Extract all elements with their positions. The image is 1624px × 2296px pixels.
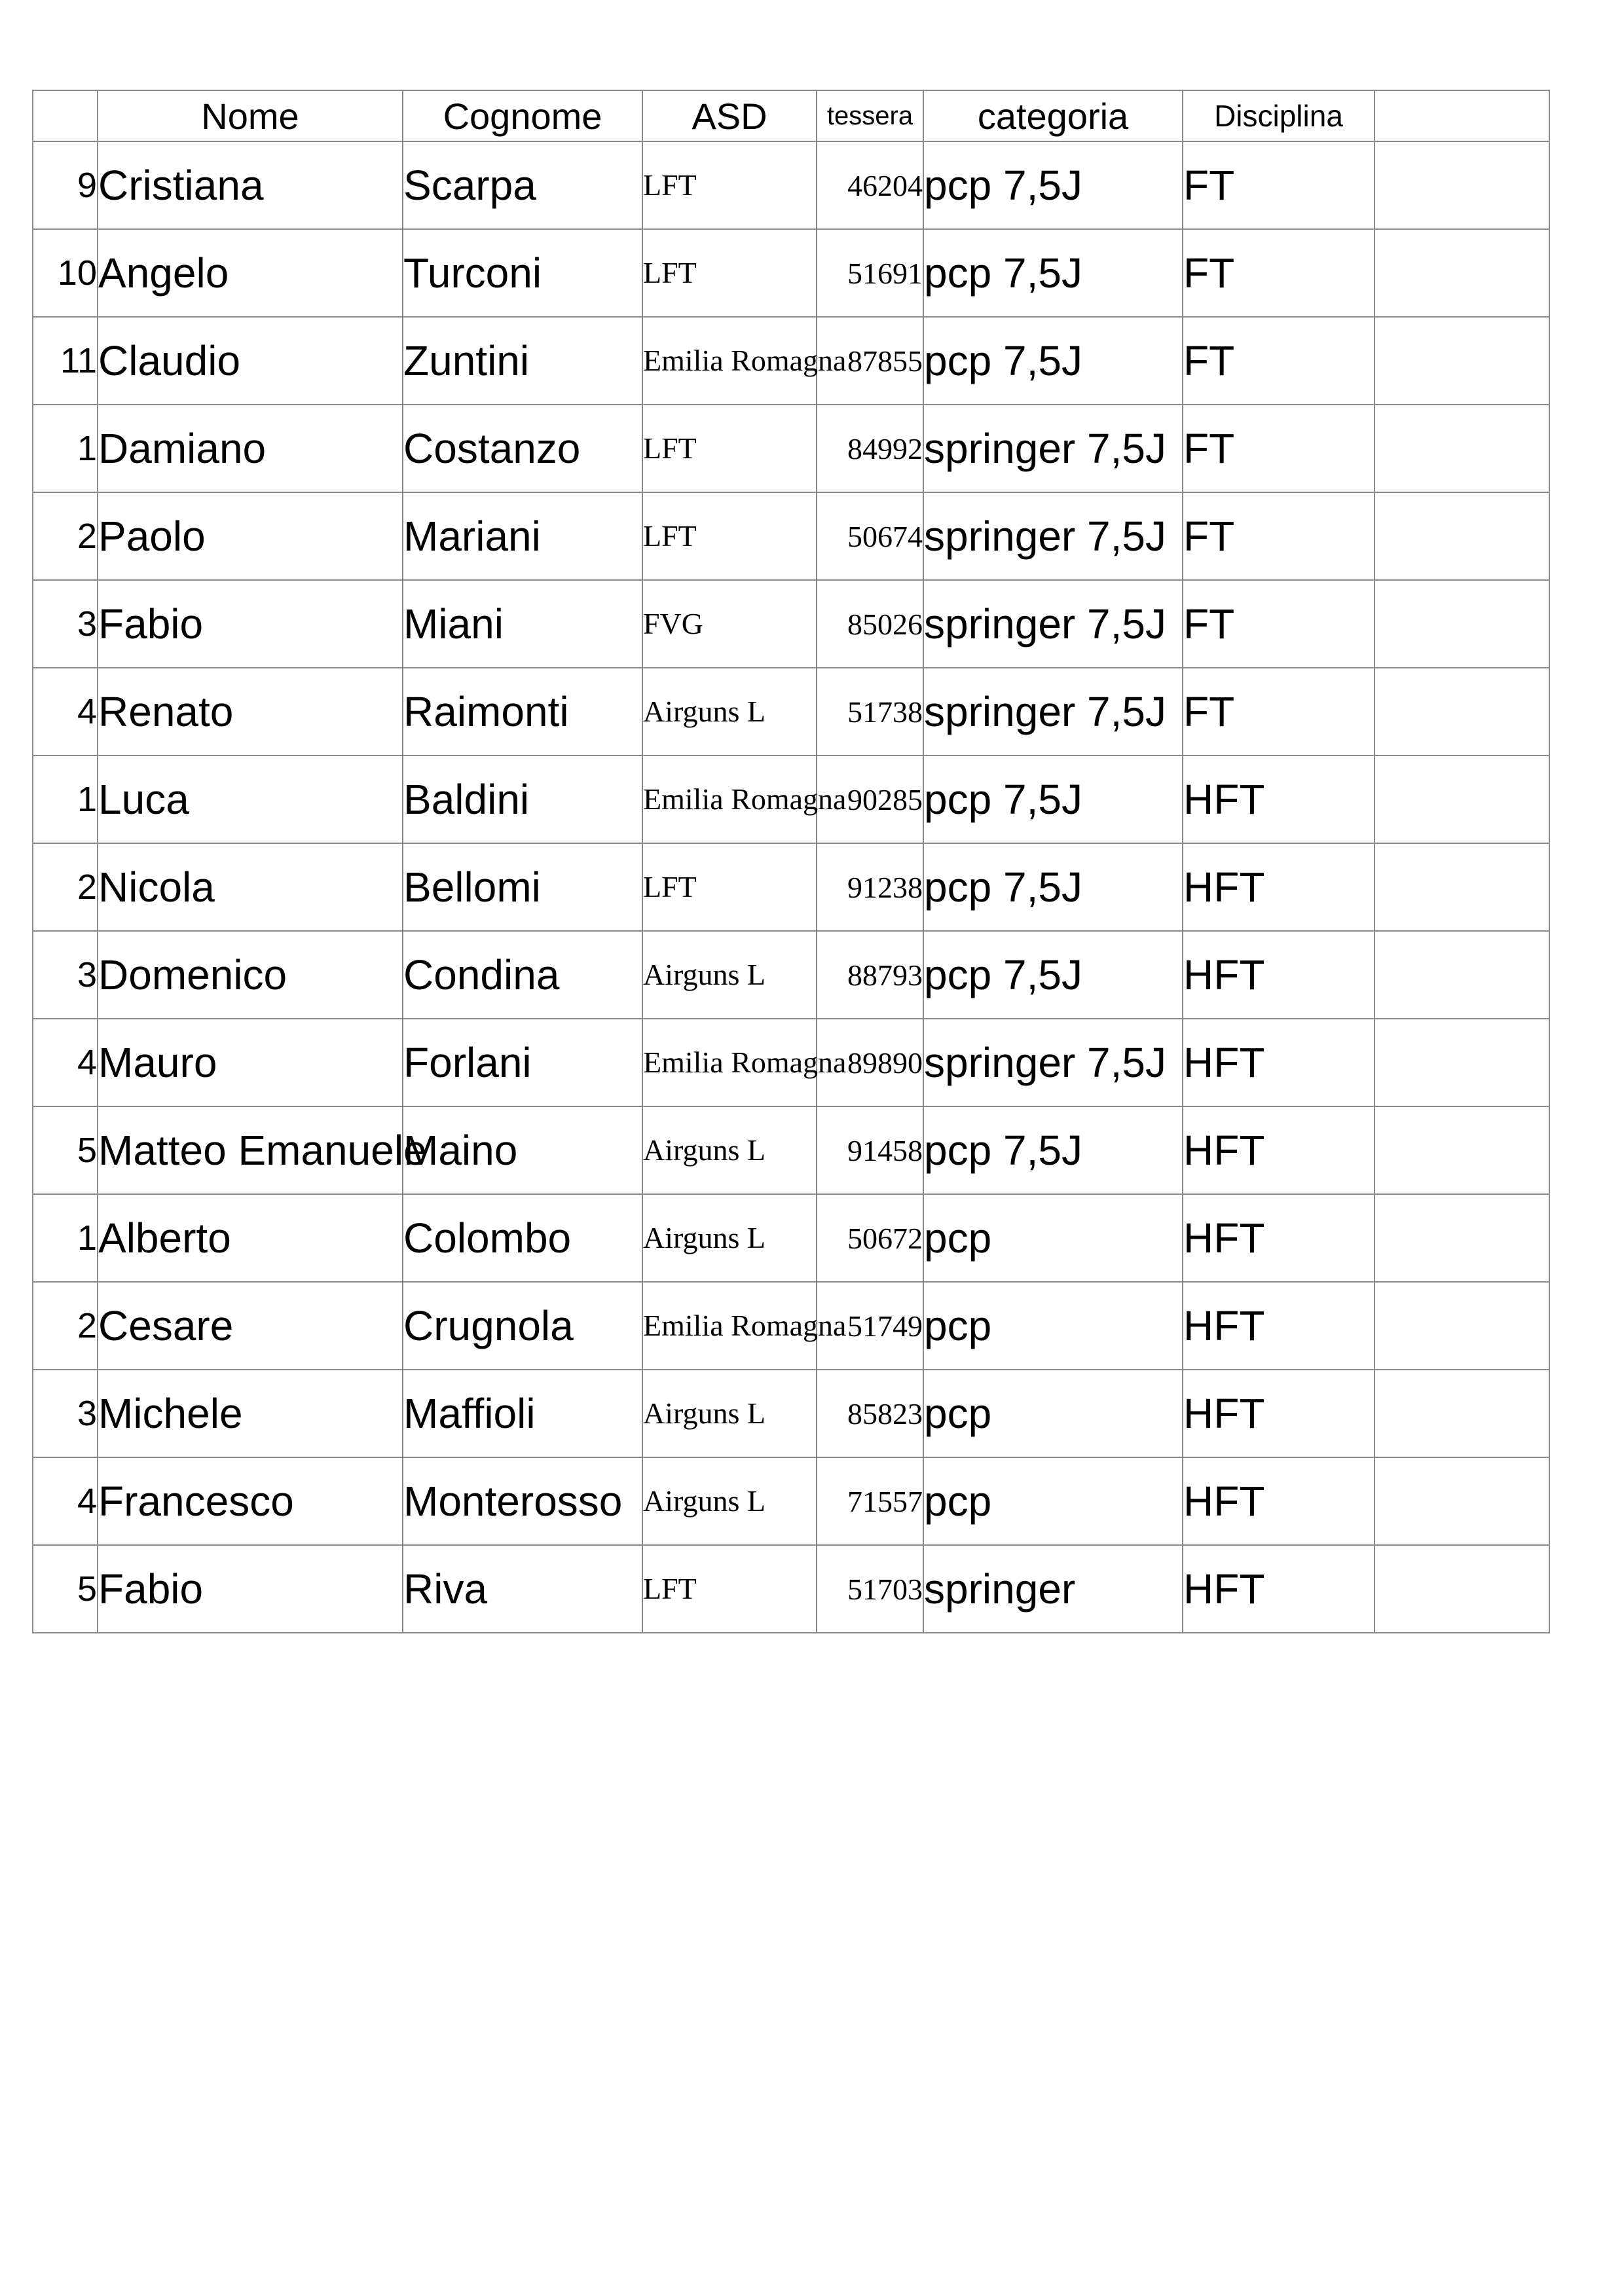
cell-categoria: pcp [923,1370,1183,1457]
header-cognome: Cognome [403,90,642,141]
cell-cognome: Monterosso [403,1457,642,1545]
row-index: 2 [33,1282,98,1370]
cell-extra [1375,931,1549,1019]
table-row [33,141,1549,229]
cell-extra [1375,1194,1549,1282]
table-row [33,1194,1549,1282]
cell-disciplina: FT [1183,492,1375,580]
cell-asd: Airguns L [642,1457,817,1545]
table-row [33,580,1549,668]
cell-nome: Luca [98,756,403,843]
cell-asd: Emilia Romagna [642,1282,817,1370]
cell-disciplina: HFT [1183,1019,1375,1106]
cell-extra [1375,1457,1549,1545]
header-asd: ASD [642,90,817,141]
header-tessera: tessera [817,90,923,141]
table-row [33,1545,1549,1633]
row-index: 1 [33,405,98,492]
cell-nome: Matteo Emanuele [98,1106,403,1194]
cell-cognome: Scarpa [403,141,642,229]
cell-tessera: 89890 [817,1019,923,1106]
cell-nome: Renato [98,668,403,756]
cell-nome: Fabio [98,1545,403,1633]
cell-tessera: 85026 [817,580,923,668]
row-index: 5 [33,1545,98,1633]
cell-asd: LFT [642,1545,817,1633]
cell-disciplina: HFT [1183,931,1375,1019]
row-index: 11 [33,317,98,405]
cell-cognome: Baldini [403,756,642,843]
cell-extra [1375,668,1549,756]
header-nome: Nome [98,90,403,141]
cell-tessera: 51703 [817,1545,923,1633]
table-row [33,756,1549,843]
cell-nome: Domenico [98,931,403,1019]
cell-disciplina: HFT [1183,1194,1375,1282]
cell-tessera: 51691 [817,229,923,317]
cell-extra [1375,492,1549,580]
header-index [33,90,98,141]
cell-categoria: pcp 7,5J [923,931,1183,1019]
header-disciplina: Disciplina [1183,90,1375,141]
cell-extra [1375,580,1549,668]
cell-extra [1375,229,1549,317]
cell-cognome: Costanzo [403,405,642,492]
cell-extra [1375,405,1549,492]
cell-asd: LFT [642,843,817,931]
cell-disciplina: FT [1183,141,1375,229]
cell-nome: Damiano [98,405,403,492]
cell-categoria: springer 7,5J [923,492,1183,580]
table-row [33,1106,1549,1194]
cell-cognome: Condina [403,931,642,1019]
table-row [33,317,1549,405]
cell-cognome: Maino [403,1106,642,1194]
cell-asd: LFT [642,141,817,229]
cell-disciplina: HFT [1183,843,1375,931]
cell-disciplina: FT [1183,580,1375,668]
cell-tessera: 91238 [817,843,923,931]
cell-tessera: 84992 [817,405,923,492]
cell-tessera: 51738 [817,668,923,756]
cell-nome: Michele [98,1370,403,1457]
cell-cognome: Turconi [403,229,642,317]
cell-nome: Cristiana [98,141,403,229]
cell-cognome: Riva [403,1545,642,1633]
cell-categoria: springer 7,5J [923,405,1183,492]
cell-categoria: springer 7,5J [923,1019,1183,1106]
cell-disciplina: HFT [1183,1457,1375,1545]
cell-disciplina: HFT [1183,1545,1375,1633]
table-row [33,1457,1549,1545]
cell-asd: LFT [642,229,817,317]
row-index: 2 [33,492,98,580]
participants-table [32,90,1550,1633]
cell-tessera: 88793 [817,931,923,1019]
cell-disciplina: HFT [1183,1370,1375,1457]
cell-asd: Airguns L [642,1194,817,1282]
cell-extra [1375,1019,1549,1106]
table-row [33,405,1549,492]
row-index: 5 [33,1106,98,1194]
row-index: 10 [33,229,98,317]
cell-nome: Claudio [98,317,403,405]
cell-asd: LFT [642,405,817,492]
cell-nome: Nicola [98,843,403,931]
cell-categoria: pcp 7,5J [923,843,1183,931]
cell-tessera: 87855 [817,317,923,405]
cell-asd: Airguns L [642,1106,817,1194]
cell-cognome: Maffioli [403,1370,642,1457]
cell-tessera: 91458 [817,1106,923,1194]
cell-categoria: pcp [923,1194,1183,1282]
cell-cognome: Colombo [403,1194,642,1282]
cell-nome: Angelo [98,229,403,317]
cell-nome: Cesare [98,1282,403,1370]
row-index: 1 [33,1194,98,1282]
cell-cognome: Zuntini [403,317,642,405]
cell-cognome: Raimonti [403,668,642,756]
row-index: 1 [33,756,98,843]
cell-disciplina: FT [1183,405,1375,492]
cell-categoria: springer 7,5J [923,580,1183,668]
cell-categoria: pcp 7,5J [923,141,1183,229]
table-row [33,668,1549,756]
cell-disciplina: FT [1183,317,1375,405]
cell-asd: Airguns L [642,668,817,756]
cell-extra [1375,141,1549,229]
header-categoria: categoria [923,90,1183,141]
row-index: 4 [33,1457,98,1545]
cell-nome: Paolo [98,492,403,580]
row-index: 4 [33,1019,98,1106]
cell-categoria: pcp [923,1457,1183,1545]
cell-asd: LFT [642,492,817,580]
cell-cognome: Forlani [403,1019,642,1106]
cell-tessera: 50674 [817,492,923,580]
cell-asd: Emilia Romagna [642,317,817,405]
cell-nome: Francesco [98,1457,403,1545]
cell-categoria: pcp 7,5J [923,1106,1183,1194]
table-row [33,1282,1549,1370]
cell-categoria: pcp 7,5J [923,229,1183,317]
cell-extra [1375,1370,1549,1457]
cell-categoria: pcp 7,5J [923,317,1183,405]
cell-tessera: 50672 [817,1194,923,1282]
cell-disciplina: FT [1183,229,1375,317]
table-row [33,843,1549,931]
row-index: 9 [33,141,98,229]
cell-categoria: pcp 7,5J [923,756,1183,843]
cell-asd: Emilia Romagna [642,1019,817,1106]
table-row [33,229,1549,317]
cell-tessera: 46204 [817,141,923,229]
cell-extra [1375,843,1549,931]
table-row [33,931,1549,1019]
table-row [33,1019,1549,1106]
cell-asd: FVG [642,580,817,668]
header-row [33,90,1549,141]
cell-disciplina: HFT [1183,756,1375,843]
cell-tessera: 85823 [817,1370,923,1457]
cell-categoria: springer 7,5J [923,668,1183,756]
cell-tessera: 90285 [817,756,923,843]
cell-extra [1375,317,1549,405]
cell-tessera: 51749 [817,1282,923,1370]
row-index: 3 [33,931,98,1019]
row-index: 3 [33,1370,98,1457]
cell-asd: Airguns L [642,1370,817,1457]
cell-disciplina: HFT [1183,1106,1375,1194]
cell-nome: Alberto [98,1194,403,1282]
row-index: 4 [33,668,98,756]
cell-nome: Mauro [98,1019,403,1106]
row-index: 2 [33,843,98,931]
cell-disciplina: FT [1183,668,1375,756]
cell-extra [1375,1545,1549,1633]
cell-asd: Emilia Romagna [642,756,817,843]
cell-cognome: Mariani [403,492,642,580]
cell-disciplina: HFT [1183,1282,1375,1370]
cell-asd: Airguns L [642,931,817,1019]
cell-nome: Fabio [98,580,403,668]
table-body [33,141,1549,1633]
header-extra [1375,90,1549,141]
cell-extra [1375,756,1549,843]
table-row [33,492,1549,580]
cell-cognome: Miani [403,580,642,668]
table-row [33,1370,1549,1457]
cell-categoria: springer [923,1545,1183,1633]
cell-extra [1375,1106,1549,1194]
cell-cognome: Crugnola [403,1282,642,1370]
cell-tessera: 71557 [817,1457,923,1545]
row-index: 3 [33,580,98,668]
cell-categoria: pcp [923,1282,1183,1370]
cell-cognome: Bellomi [403,843,642,931]
cell-extra [1375,1282,1549,1370]
